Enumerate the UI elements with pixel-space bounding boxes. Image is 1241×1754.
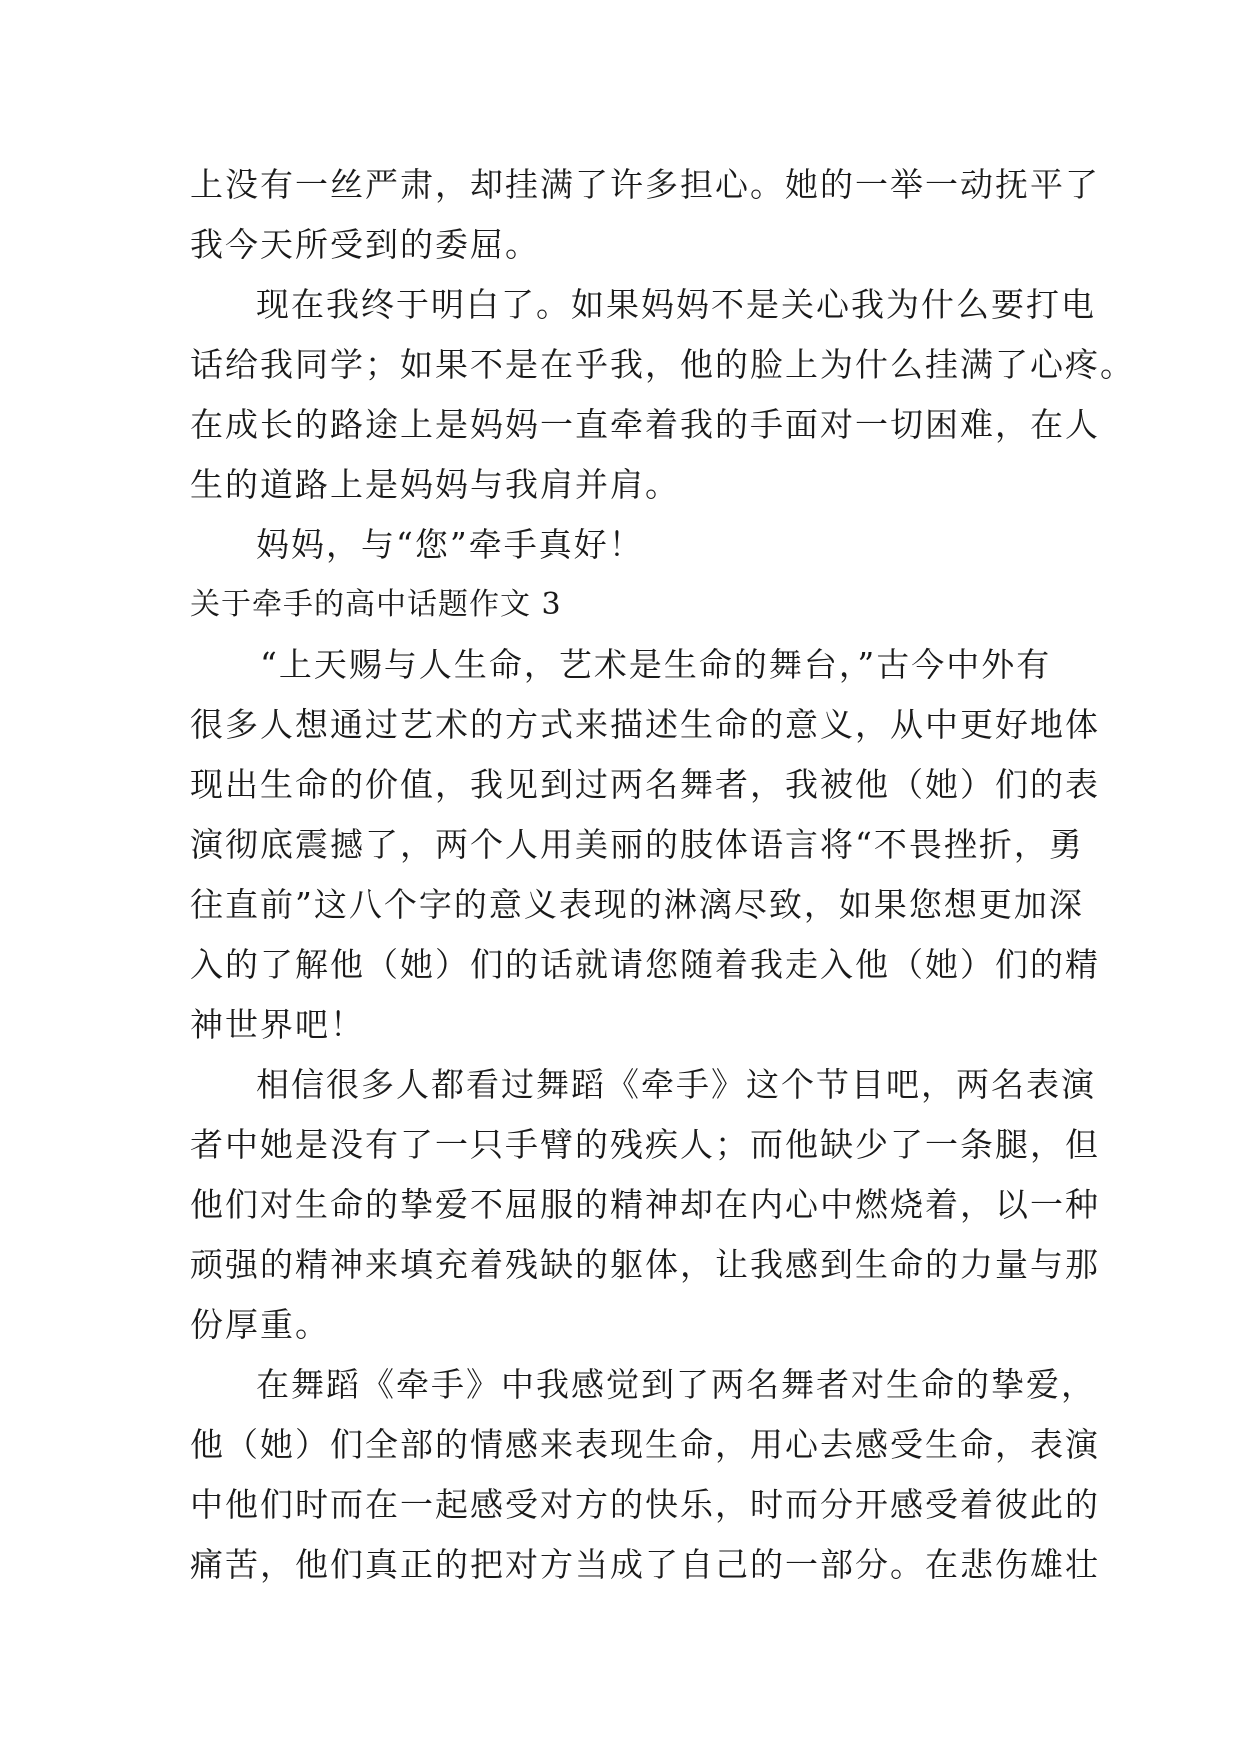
text-line: 话给我同学；如果不是在乎我，他的脸上为什么挂满了心疼。 [190,345,1135,384]
paragraph-start-line: 相信很多人都看过舞蹈《牵手》这个节目吧，两名表演 [256,1065,1096,1104]
paragraph-start-line: 在舞蹈《牵手》中我感觉到了两名舞者对生命的挚爱， [256,1365,1096,1404]
text-line: 入的了解他（她）们的话就请您随着我走入他（她）们的精 [190,945,1100,984]
text-line: 往直前”这八个字的意义表现的淋漓尽致，如果您想更加深 [190,885,1084,924]
section-heading: 关于牵手的高中话题作文 3 [190,587,562,622]
text-line: 现出生命的价值，我见到过两名舞者，我被他（她）们的表 [190,765,1100,804]
text-line: 痛苦，他们真正的把对方当成了自己的一部分。在悲伤雄壮 [190,1545,1100,1584]
text-line: 演彻底震撼了，两个人用美丽的肢体语言将“不畏挫折，勇 [190,825,1084,864]
text-line: 顽强的精神来填充着残缺的躯体，让我感到生命的力量与那 [190,1245,1100,1284]
text-line: 份厚重。 [190,1305,330,1344]
text-line: 上没有一丝严肃，却挂满了许多担心。她的一举一动抚平了 [190,165,1100,204]
document-body [190,155,1135,1595]
paragraph-start-line: 现在我终于明白了。如果妈妈不是关心我为什么要打电 [256,285,1096,324]
text-line: 中他们时而在一起感受对方的快乐，时而分开感受着彼此的 [190,1485,1100,1524]
text-line: 在成长的路途上是妈妈一直牵着我的手面对一切困难，在人 [190,405,1100,444]
paragraph-start-line: “上天赐与人生命，艺术是生命的舞台，”古今中外有 [260,645,1052,684]
text-line: 他们对生命的挚爱不屈服的精神却在内心中燃烧着，以一种 [190,1185,1100,1224]
text-line: 很多人想通过艺术的方式来描述生命的意义，从中更好地体 [190,705,1100,744]
text-line: 我今天所受到的委屈。 [190,225,540,264]
text-line: 他（她）们全部的情感来表现生命，用心去感受生命，表演 [190,1425,1100,1464]
text-line: 者中她是没有了一只手臂的残疾人；而他缺少了一条腿，但 [190,1125,1100,1164]
text-line: 生的道路上是妈妈与我肩并肩。 [190,465,680,504]
text-line: 神世界吧！ [190,1005,365,1044]
paragraph-start-line: 妈妈，与“您”牵手真好！ [256,525,644,564]
